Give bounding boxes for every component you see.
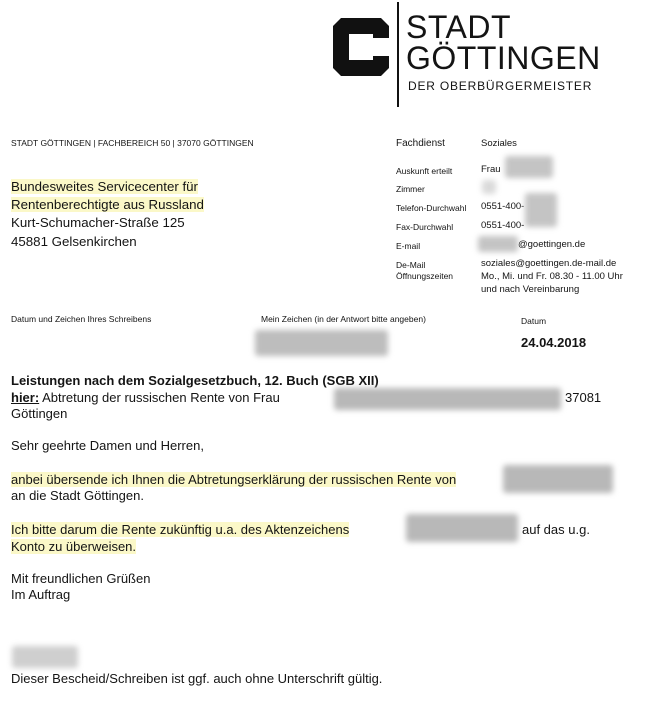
- hier-label: hier:: [11, 390, 40, 405]
- redacted-name-2: [503, 465, 613, 493]
- redacted-person: [334, 388, 561, 410]
- demail-value: soziales@goettingen.de-mail.de: [481, 258, 617, 269]
- email-label: E-mail: [396, 241, 421, 251]
- logo-name-line1: STADT: [406, 9, 512, 45]
- mein-zeichen-label: Mein Zeichen (in der Antwort bitte angeben): [261, 314, 426, 324]
- logo-divider: [397, 2, 399, 107]
- redacted-name: [505, 156, 553, 178]
- zimmer-label: Zimmer: [396, 184, 425, 194]
- para1-line2: an die Stadt Göttingen.: [11, 488, 144, 503]
- email-value: @goettingen.de: [518, 239, 586, 250]
- para2-line1-end: auf das u.g.: [522, 522, 590, 537]
- redacted-phone: [525, 193, 557, 227]
- closing-greeting: Mit freundlichen Grüßen: [11, 571, 151, 586]
- fax-label: Fax-Durchwahl: [396, 222, 454, 232]
- fachdienst-label: Fachdienst: [396, 138, 445, 149]
- telefon-value: 0551-400-: [481, 201, 525, 212]
- fax-value: 0551-400-: [481, 220, 525, 231]
- para1-line1: anbei übersende ich Ihnen die Abtretungserklärung der russischen Rente von: [11, 472, 457, 487]
- datum-label: Datum: [521, 316, 547, 326]
- demail-label: De-Mail: [396, 260, 426, 270]
- sender-line: STADT GÖTTINGEN | FACHBEREICH 50 | 37070 GÖTTINGEN: [11, 138, 254, 148]
- redacted-email-user: [478, 236, 518, 252]
- fachdienst-value: Soziales: [481, 138, 517, 149]
- recipient-line3: Kurt-Schumacher-Straße 125: [11, 215, 185, 230]
- logo-subtitle: DER OBERBÜRGERMEISTER: [408, 79, 593, 93]
- para2-line2: Konto zu überweisen.: [11, 539, 137, 554]
- auskunft-value: Frau: [481, 164, 501, 175]
- recipient-line1: Bundesweites Servicecenter für: [11, 179, 198, 194]
- city-logo-mark: [331, 16, 391, 78]
- hier-text: Abtretung der russischen Rente von Frau: [39, 390, 280, 405]
- hier-plz: 37081: [565, 390, 602, 405]
- footer-note: Dieser Bescheid/Schreiben ist ggf. auch ohne Unterschrift gültig.: [11, 671, 383, 686]
- salutation: Sehr geehrte Damen und Herren,: [11, 438, 204, 453]
- para2-line1: Ich bitte darum die Rente zukünftig u.a. des Aktenzeichens: [11, 522, 350, 537]
- redacted-signature-name: [12, 646, 78, 668]
- redacted-room: [482, 180, 496, 194]
- telefon-label: Telefon-Durchwahl: [396, 203, 467, 213]
- hier-line: [11, 390, 280, 405]
- redacted-reference: [255, 330, 388, 356]
- datum-value: 24.04.2018: [521, 335, 587, 350]
- letter-subject: Leistungen nach dem Sozialgesetzbuch, 12. Buch (SGB XII): [11, 373, 379, 388]
- redacted-file-number: [406, 514, 518, 542]
- logo-name-line2: GÖTTINGEN: [406, 40, 601, 76]
- oeffnung-value2: und nach Vereinbarung: [481, 284, 580, 295]
- recipient-line4: 45881 Gelsenkirchen: [11, 234, 137, 249]
- oeffnung-label: Öffnungszeiten: [396, 271, 454, 281]
- auskunft-label: Auskunft erteilt: [396, 166, 453, 176]
- closing-im-auftrag: Im Auftrag: [11, 587, 71, 602]
- recipient-line2: Rentenberechtigte aus Russland: [11, 197, 204, 212]
- hier-city: Göttingen: [11, 406, 68, 421]
- oeffnung-value1: Mo., Mi. und Fr. 08.30 - 11.00 Uhr: [481, 271, 623, 282]
- ihres-schreibens-label: Datum und Zeichen Ihres Schreibens: [11, 314, 152, 324]
